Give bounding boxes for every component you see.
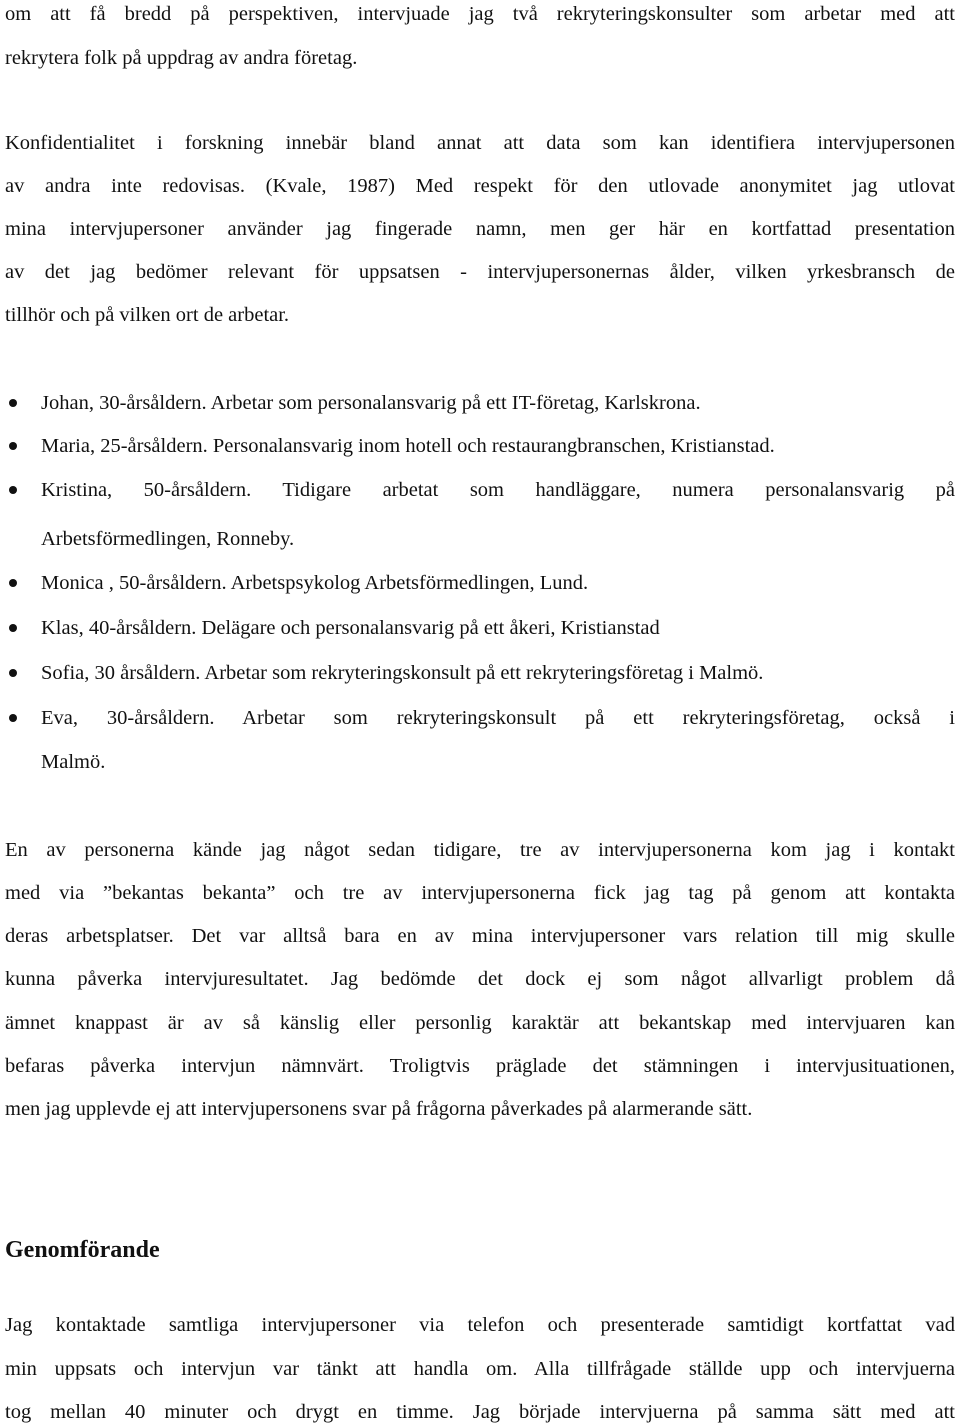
bullet-icon (9, 669, 17, 677)
procedure-line: tog mellan 40 minuter och drygt en timme. Jag började intervjuerna på samma sätt med att (5, 1401, 955, 1423)
interviewee-item-continuation: Malmö. (41, 751, 106, 773)
interviewee-item: Monica , 50-årsåldern. Arbetspsykolog Arbetsförmedlingen, Lund. (41, 572, 589, 594)
interviewee-item: Johan, 30-årsåldern. Arbetar som personalansvarig på ett IT-företag, Karlskrona. (41, 392, 701, 414)
bullet-icon (9, 399, 17, 407)
bullet-icon (9, 579, 17, 587)
relation-line: ämnet knappast är av så känslig eller personlig karaktär att bekantskap med intervjuaren kan (5, 1012, 955, 1034)
procedure-line: min uppsats och intervjun var tänkt att handla om. Alla tillfrågade ställde upp och intervjuerna (5, 1358, 955, 1380)
confidentiality-line: mina intervjupersoner använder jag fingerade namn, men ger här en kortfattad presentation (5, 218, 955, 240)
bullet-icon (9, 486, 17, 494)
interviewee-item: Kristina, 50-årsåldern. Tidigare arbetat som handläggare, numera personalansvarig på (41, 479, 955, 501)
interviewee-item-continuation: Arbetsförmedlingen, Ronneby. (41, 528, 295, 550)
relation-line: deras arbetsplatser. Det var alltså bara en av mina intervjupersoner vars relation till mig skulle (5, 925, 955, 947)
relation-line: med via ”bekantas bekanta” och tre av intervjupersonerna fick jag tag på genom att kontakta (5, 882, 955, 904)
confidentiality-line: av det jag bedömer relevant för uppsatsen - intervjupersonernas ålder, vilken yrkesbransch de (5, 261, 955, 283)
relation-line: befaras påverka intervjun nämnvärt. Troligtvis präglade det stämningen i intervjusituationen, (5, 1055, 955, 1077)
relation-line: men jag upplevde ej att intervjupersonens svar på frågorna påverkades på alarmerande sätt. (5, 1098, 753, 1120)
interviewee-item: Eva, 30-årsåldern. Arbetar som rekryteringskonsult på ett rekryteringsföretag, också i (41, 707, 955, 729)
bullet-icon (9, 442, 17, 450)
relation-line: En av personerna kände jag något sedan tidigare, tre av intervjupersonerna kom jag i kontakt (5, 839, 955, 861)
bullet-icon (9, 624, 17, 632)
interviewee-item: Sofia, 30 årsåldern. Arbetar som rekryteringskonsult på ett rekryteringsföretag i Malmö. (41, 662, 764, 684)
intro-line: rekrytera folk på uppdrag av andra företag. (5, 47, 358, 69)
relation-line: kunna påverka intervjuresultatet. Jag bedömde det dock ej som något allvarligt problem då (5, 968, 955, 990)
procedure-line: Jag kontaktade samtliga intervjupersoner via telefon och presenterade samtidigt kortfattat vad (5, 1314, 955, 1336)
interviewee-item: Klas, 40-årsåldern. Delägare och personalansvarig på ett åkeri, Kristianstad (41, 617, 660, 639)
confidentiality-line: tillhör och på vilken ort de arbetar. (5, 304, 290, 326)
interviewee-item: Maria, 25-årsåldern. Personalansvarig inom hotell och restaurangbranschen, Kristianstad. (41, 435, 775, 457)
confidentiality-line: Konfidentialitet i forskning innebär bland annat att data som kan identifiera intervjupersonen (5, 132, 955, 154)
section-heading: Genomförande (5, 1237, 160, 1263)
confidentiality-line: av andra inte redovisas. (Kvale, 1987) Med respekt för den utlovade anonymitet jag utlovat (5, 175, 955, 197)
bullet-icon (9, 714, 17, 722)
intro-line: om att få bredd på perspektiven, intervjuade jag två rekryteringskonsulter som arbetar med att (5, 3, 955, 25)
